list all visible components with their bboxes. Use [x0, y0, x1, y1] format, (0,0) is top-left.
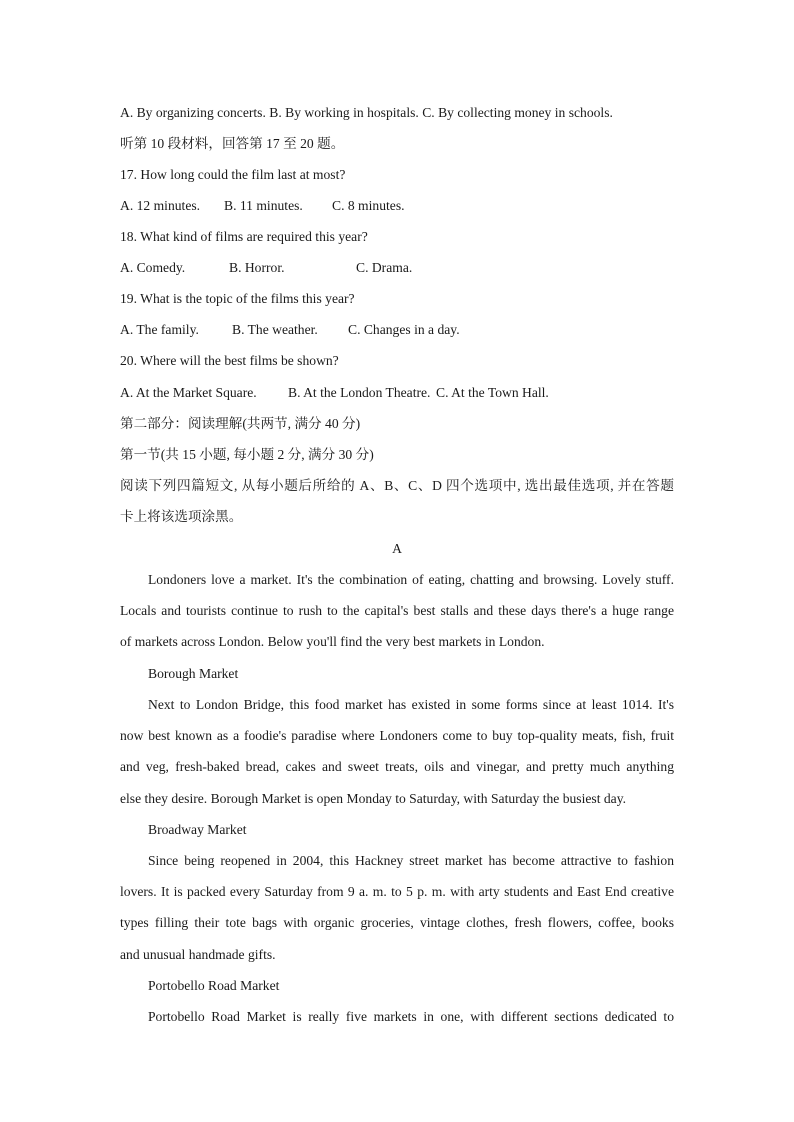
- option-c: C. At the Town Hall.: [436, 385, 549, 400]
- paragraph-line: types filling their tote bags with organic groceries, vintage clothes, fresh flowers, coffee, books: [120, 915, 674, 930]
- question-stem: 19. What is the topic of the films this year?: [120, 291, 355, 306]
- option-b: B. Horror.: [229, 260, 285, 275]
- question-stem: 20. Where will the best films be shown?: [120, 353, 339, 368]
- option-c: C. 8 minutes.: [332, 198, 405, 213]
- paragraph-line: now best known as a foodie's paradise where Londoners come to buy top-quality meats, fish, fruit: [120, 728, 674, 743]
- option-b: B. At the London Theatre.: [288, 385, 431, 400]
- paragraph-line: and veg, fresh-baked bread, cakes and sweet treats, oils and vinegar, and pretty much anything: [120, 759, 674, 774]
- market-heading: Portobello Road Market: [148, 978, 280, 993]
- section1-heading: 第一节(共 15 小题, 每小题 2 分, 满分 30 分): [120, 447, 374, 462]
- option-c: C. Drama.: [356, 260, 413, 275]
- intro-line: Locals and tourists continue to rush to the capital's best stalls and these days there's a huge range: [120, 603, 674, 618]
- paragraph-line: Next to London Bridge, this food market has existed in some forms since at least 1014. It's: [148, 697, 674, 712]
- question-options: [120, 384, 549, 402]
- reading-instruction-line: 卡上将该选项涂黑。: [120, 509, 243, 524]
- paragraph-line: and unusual handmade gifts.: [120, 947, 276, 962]
- passage-label: A: [392, 541, 402, 556]
- part2-heading: 第二部分：阅读理解(共两节, 满分 40 分): [120, 416, 361, 431]
- option-b: B. 11 minutes.: [224, 198, 303, 213]
- option-a: A. At the Market Square.: [120, 385, 257, 400]
- question-stem: 18. What kind of films are required this year?: [120, 229, 368, 244]
- paragraph-line: else they desire. Borough Market is open Monday to Saturday, with Saturday the busiest day.: [120, 791, 627, 806]
- reading-instruction-line: 阅读下列四篇短文, 从每小题后所给的 A、B、C、D 四个选项中, 选出最佳选项, 并在答题: [120, 478, 674, 493]
- option-a: A. The family.: [120, 322, 199, 337]
- option-a: A. 12 minutes.: [120, 198, 201, 213]
- question-options: [120, 259, 412, 277]
- option-b: B. The weather.: [232, 322, 318, 337]
- market-heading: Broadway Market: [148, 822, 247, 837]
- q16-options: [120, 104, 613, 122]
- question-options: [120, 321, 460, 339]
- option-a: A. By organizing concerts.: [120, 105, 266, 120]
- paragraph-line: Since being reopened in 2004, this Hackney street market has become attractive to fashion: [148, 853, 674, 868]
- option-a: A. Comedy.: [120, 260, 186, 275]
- market-heading: Borough Market: [148, 666, 239, 681]
- paragraph-line: lovers. It is packed every Saturday from 9 a. m. to 5 p. m. with arty students and East End creative: [120, 884, 674, 899]
- option-b: B. By working in hospitals.: [269, 105, 419, 120]
- question-stem: 17. How long could the film last at most?: [120, 167, 346, 182]
- intro-line: Londoners love a market. It's the combination of eating, chatting and browsing. Lovely stuff.: [148, 572, 674, 587]
- section10-instruction: 听第 10 段材料，回答第 17 至 20 题。: [120, 136, 345, 151]
- option-c: C. Changes in a day.: [348, 322, 460, 337]
- intro-line: of markets across London. Below you'll find the very best markets in London.: [120, 634, 545, 649]
- paragraph-line: Portobello Road Market is really five markets in one, with different sections dedicated to: [148, 1009, 674, 1024]
- question-options: [120, 197, 405, 215]
- option-c: C. By collecting money in schools.: [422, 105, 613, 120]
